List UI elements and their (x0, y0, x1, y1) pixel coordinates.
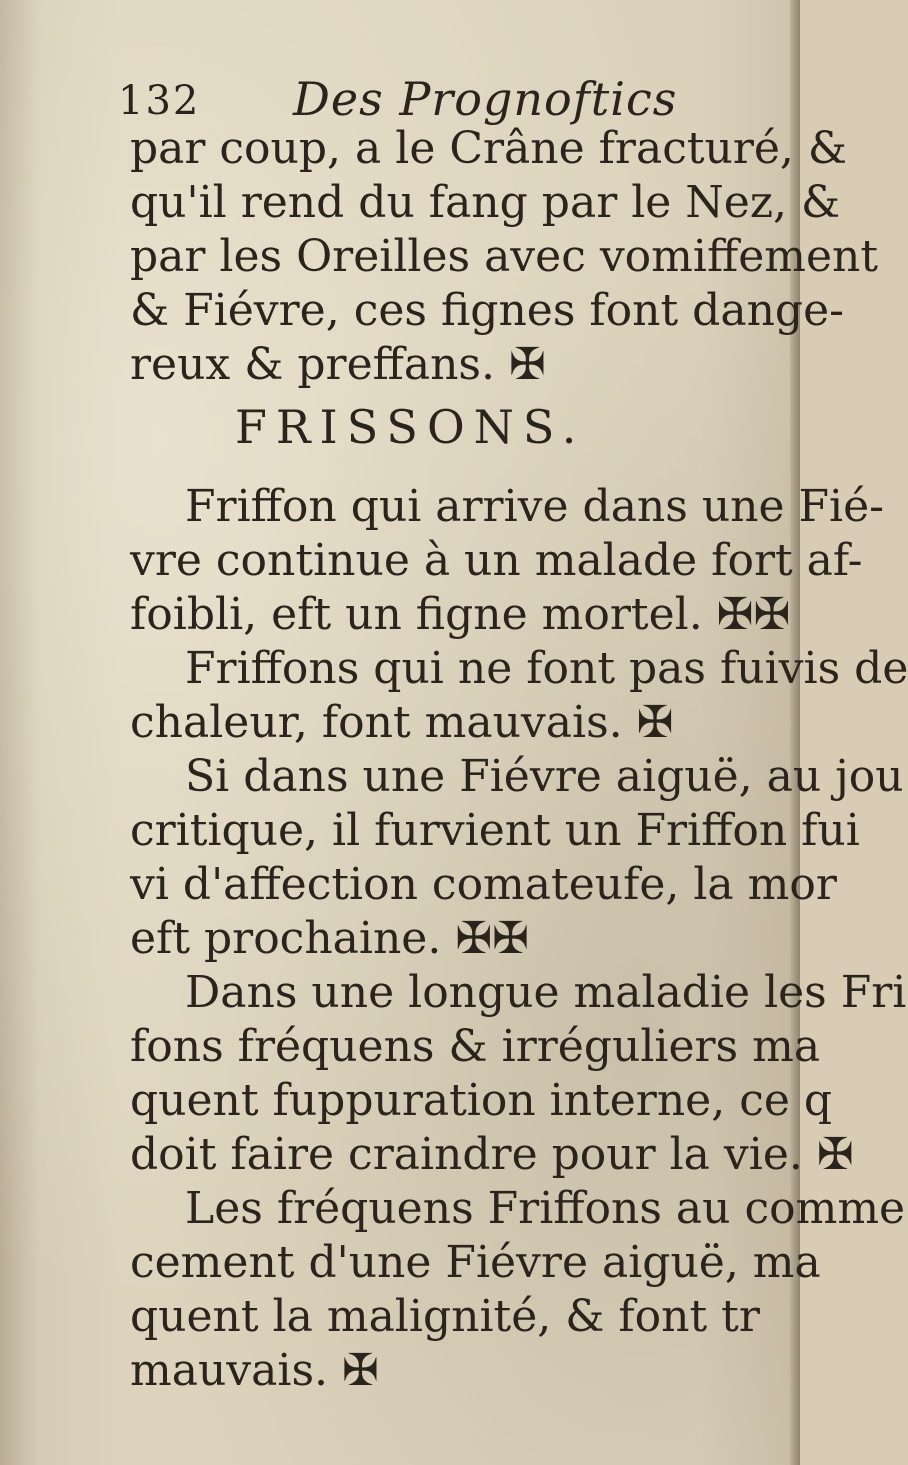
text-line: chaleur, font mauvais. ✠ (130, 697, 674, 748)
paragraph-first-line: Friffon qui arrive dans une Fié- (185, 481, 885, 532)
paragraph-first-line: Friffons qui ne font pas fuivis de (185, 643, 908, 694)
spacer (130, 462, 800, 480)
text-line: fons fréquens & irréguliers ma (130, 1021, 821, 1072)
text-line: vre continue à un malade fort af- (130, 535, 863, 586)
text-line: vi d'affection comateufe, la mor (130, 859, 837, 910)
text-line: reux & preffans. ✠ (130, 339, 546, 390)
text-line: cement d'une Fiévre aiguë, ma (130, 1237, 821, 1288)
text-line: doit faire craindre pour la vie. ✠ (130, 1129, 854, 1180)
page-header (118, 72, 778, 128)
body-text (130, 122, 908, 1398)
page-number: 132 (118, 78, 201, 124)
text-line: par les Oreilles avec vomiffement (130, 231, 879, 282)
text-line: quent fuppuration interne, ce q (130, 1075, 833, 1126)
text-line: eft prochaine. ✠✠ (130, 913, 530, 964)
text-line: mauvais. ✠ (130, 1345, 379, 1396)
text-line: quent la malignité, & font tr (130, 1291, 760, 1342)
paragraph-first-line: Les fréquens Friffons au comme (185, 1183, 906, 1234)
text-line: & Fiévre, ces fignes font dange- (130, 285, 844, 336)
paragraph-first-line: Dans une longue maladie les Fri (185, 967, 907, 1018)
paragraph-first-line: Si dans une Fiévre aiguë, au jou (185, 751, 904, 802)
text-line: critique, il furvient un Friffon fui (130, 805, 860, 856)
text-line: foibli, eft un figne mortel. ✠✠ (130, 589, 791, 640)
text-line: par coup, a le Crâne fracturé, & (130, 123, 848, 174)
running-title: Des Prognoftics (293, 72, 678, 126)
text-line: qu'il rend du fang par le Nez, & (130, 177, 841, 228)
section-heading: FRISSONS. (235, 400, 586, 454)
